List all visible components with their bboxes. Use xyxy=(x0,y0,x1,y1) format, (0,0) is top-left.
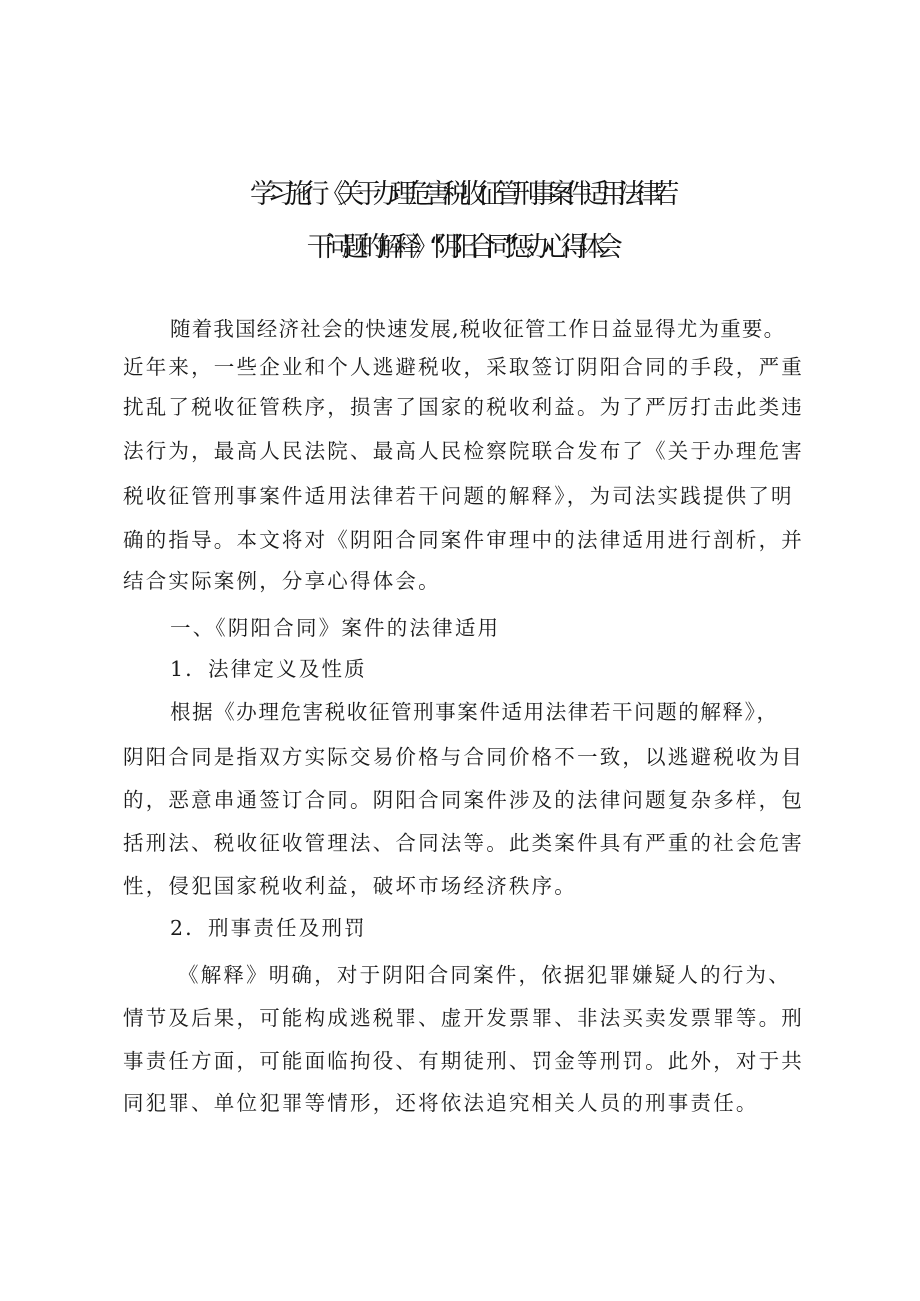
paragraph-3-line-3: 事责任方面，可能面临拘役、有期徒刑、罚金等刑罚。此外，对于共 xyxy=(123,1049,804,1073)
paragraph-2-line-4: 括刑法、税收征收管理法、合同法等。此类案件具有严重的社会危害 xyxy=(123,831,804,855)
subsection-heading-2: 2．刑事责任及刑罚 xyxy=(170,916,367,940)
paragraph-2-line-3: 的，恶意串通签订合同。阴阳合同案件涉及的法律问题复杂多样，包 xyxy=(123,788,804,812)
paragraph-1-line-5: 税收征管刑事案件适用法律若干问题的解释》，为司法实践提供了明 xyxy=(123,484,794,508)
document-title-line-1: 学习施行《关于办理危害税收征管刑事案件适用法律若 xyxy=(250,179,670,210)
paragraph-1-line-1: 随着我国经济社会的快速发展,税收征管工作日益显得尤为重要。 xyxy=(170,317,786,341)
paragraph-1-line-4: 法行为，最高人民法院、最高人民检察院联合发布了《关于办理危害 xyxy=(123,439,804,463)
document-title-line-2: 干问题的解释》“阴阳合同”惩办心得体会 xyxy=(306,232,614,263)
paragraph-2-line-2: 阴阳合同是指双方实际交易价格与合同价格不一致，以逃避税收为目 xyxy=(123,745,804,769)
paragraph-1-line-3: 扰乱了税收征管秩序，损害了国家的税收利益。为了严厉打击此类违 xyxy=(123,395,804,419)
paragraph-3-line-2: 情节及后果，可能构成逃税罪、虚开发票罪、非法买卖发票罪等。刑 xyxy=(123,1006,804,1030)
paragraph-2-line-1: 根据《办理危害税收征管刑事案件适用法律若干问题的解释》， xyxy=(170,700,779,724)
paragraph-1-line-6: 确的指导。本文将对《阴阳合同案件审理中的法律适用进行剖析，并 xyxy=(123,528,804,552)
paragraph-2-line-5: 性，侵犯国家税收利益，破坏市场经济秩序。 xyxy=(123,874,577,898)
paragraph-1-line-2: 近年来，一些企业和个人逃避税收，采取签订阴阳合同的手段，严重 xyxy=(123,355,804,379)
paragraph-1-line-7: 结合实际案例，分享心得体会。 xyxy=(123,569,441,593)
subsection-heading-1: 1．法律定义及性质 xyxy=(170,657,367,681)
paragraph-3-line-1: 《解释》明确，对于阴阳合同案件，依据犯罪嫌疑人的行为、 xyxy=(178,963,791,987)
section-heading-1: 一、《阴阳合同》案件的法律适用 xyxy=(170,616,501,640)
paragraph-3-line-4: 同犯罪、单位犯罪等情形，还将依法追究相关人员的刑事责任。 xyxy=(123,1091,759,1115)
